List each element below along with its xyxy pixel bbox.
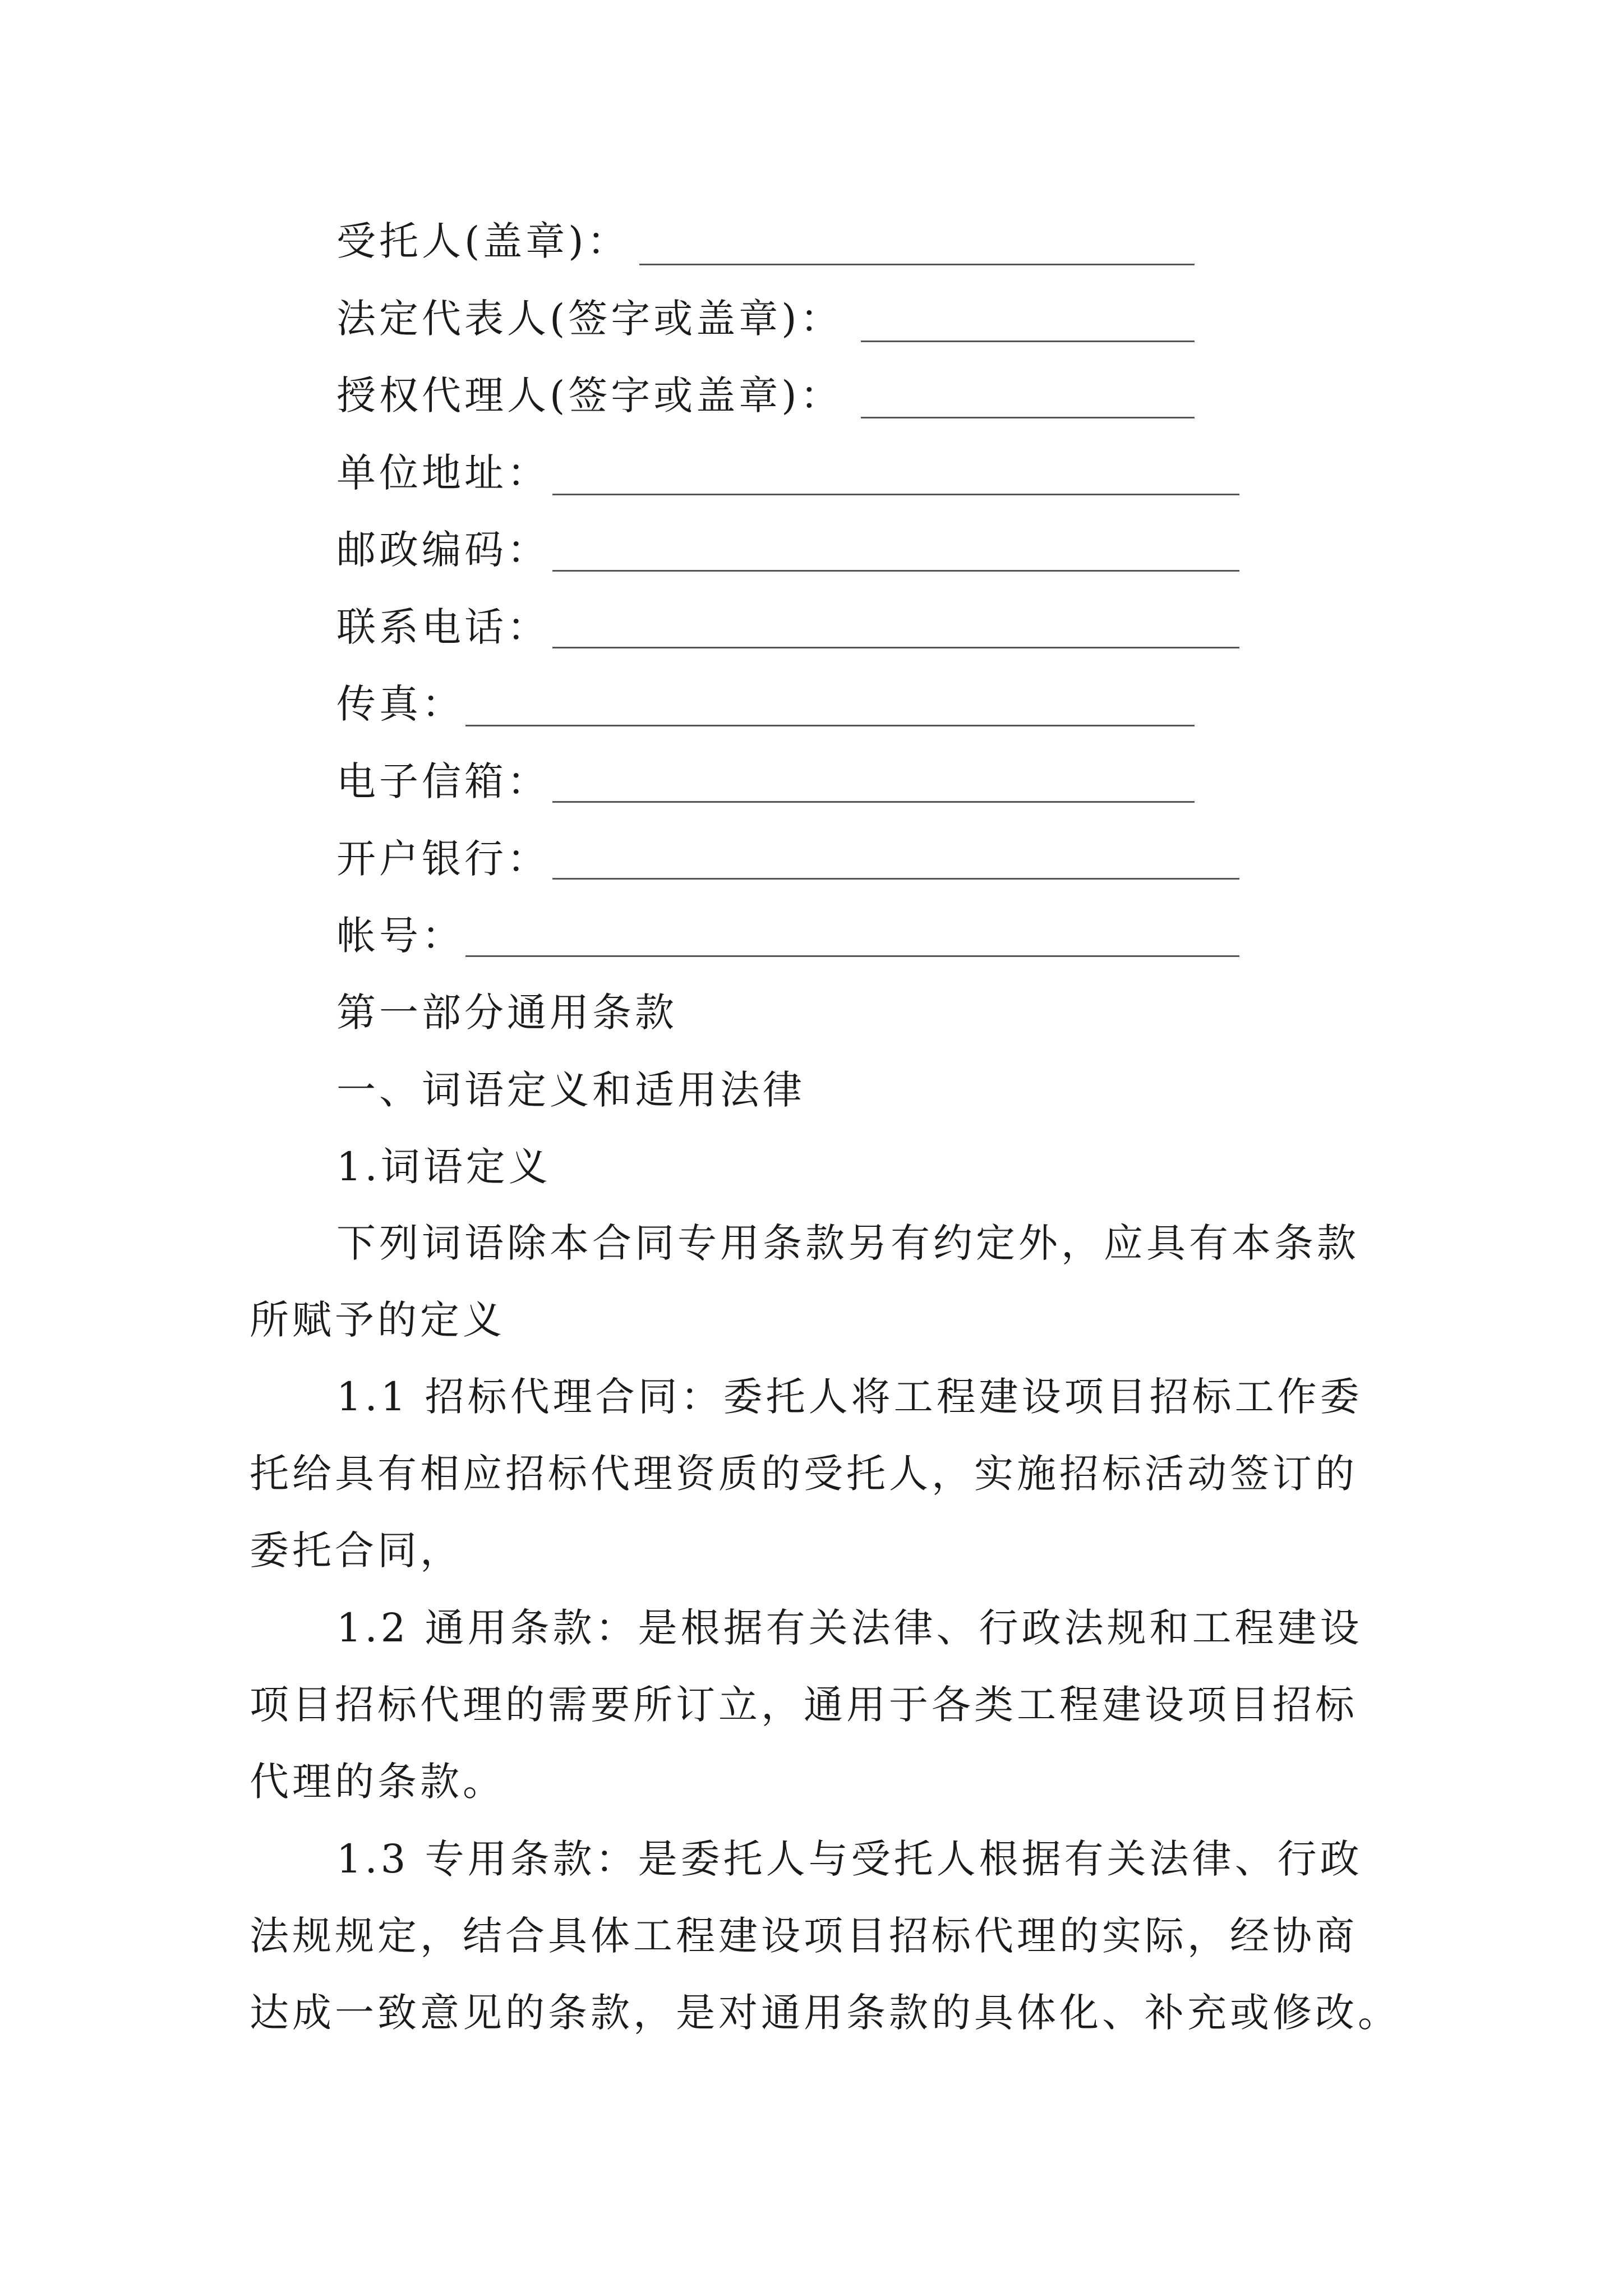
field-blank-legal-representative[interactable] bbox=[861, 341, 1195, 342]
paragraph-line: 法规规定，结合具体工程建设项目招标代理的实际，经协商 bbox=[250, 1913, 1358, 1959]
chapter-heading: 一、词语定义和适用法律 bbox=[336, 1067, 805, 1113]
paragraph-line: 1.1 招标代理合同：委托人将工程建设项目招标工作委 bbox=[336, 1374, 1363, 1420]
field-label-text: 帐号： bbox=[336, 913, 464, 959]
field-blank-entrusted-party[interactable] bbox=[639, 264, 1195, 265]
field-label-text: 邮政编码： bbox=[336, 527, 550, 573]
field-label-text: 电子信箱： bbox=[336, 758, 550, 804]
field-blank-fax[interactable] bbox=[465, 725, 1195, 726]
field-label-legal-representative bbox=[336, 296, 843, 342]
field-label-text: 授权代理人(签字或盖章)： bbox=[336, 372, 843, 418]
field-label-phone bbox=[336, 604, 550, 650]
paragraph-line: 下列词语除本合同专用条款另有约定外，应具有本条款 bbox=[336, 1220, 1359, 1266]
paragraph-line: 达成一致意见的条款，是对通用条款的具体化、补充或修改。 bbox=[250, 1990, 1400, 2036]
paragraph-1-2 bbox=[250, 1590, 1394, 1820]
paragraph-line: 项目招标代理的需要所订立，通用于各类工程建设项目招标 bbox=[250, 1682, 1358, 1728]
paragraph-line: 1.2 通用条款：是根据有关法律、行政法规和工程建设 bbox=[336, 1605, 1363, 1651]
field-label-email bbox=[336, 758, 550, 804]
paragraph-line: 委托合同， bbox=[250, 1527, 463, 1573]
paragraph-definitions-intro bbox=[250, 1205, 1394, 1359]
field-blank-postal-code[interactable] bbox=[552, 570, 1239, 572]
field-blank-email[interactable] bbox=[552, 801, 1195, 803]
field-label-authorized-agent bbox=[336, 372, 843, 418]
paragraph-line: 托给具有相应招标代理资质的受托人，实施招标活动签订的 bbox=[250, 1451, 1358, 1497]
paragraph-line: 1.3 专用条款：是委托人与受托人根据有关法律、行政 bbox=[336, 1836, 1363, 1882]
paragraph-line: 所赋予的定义 bbox=[250, 1297, 505, 1343]
field-blank-authorized-agent[interactable] bbox=[861, 417, 1195, 418]
field-blank-account[interactable] bbox=[465, 955, 1239, 957]
paragraph-1-3 bbox=[250, 1821, 1400, 2051]
field-blank-phone[interactable] bbox=[552, 647, 1239, 648]
field-label-bank bbox=[336, 836, 550, 882]
paragraph-1-1 bbox=[250, 1359, 1394, 1589]
field-label-postal-code bbox=[336, 527, 550, 573]
field-label-text: 受托人(盖章)： bbox=[336, 218, 630, 264]
section-heading: 1.词语定义 bbox=[336, 1144, 551, 1190]
field-label-address bbox=[336, 450, 550, 496]
part-heading: 第一部分通用条款 bbox=[336, 990, 677, 1036]
field-label-text: 单位地址： bbox=[336, 450, 550, 496]
field-blank-address[interactable] bbox=[552, 494, 1239, 495]
paragraph-line: 代理的条款。 bbox=[250, 1759, 505, 1805]
field-label-text: 传真： bbox=[336, 681, 464, 727]
field-label-text: 联系电话： bbox=[336, 604, 550, 650]
field-label-text: 法定代表人(签字或盖章)： bbox=[336, 296, 843, 342]
field-label-account bbox=[336, 913, 464, 959]
field-blank-bank[interactable] bbox=[552, 878, 1239, 880]
field-label-entrusted-party bbox=[336, 218, 630, 264]
field-label-text: 开户银行： bbox=[336, 836, 550, 882]
field-label-fax bbox=[336, 681, 464, 727]
